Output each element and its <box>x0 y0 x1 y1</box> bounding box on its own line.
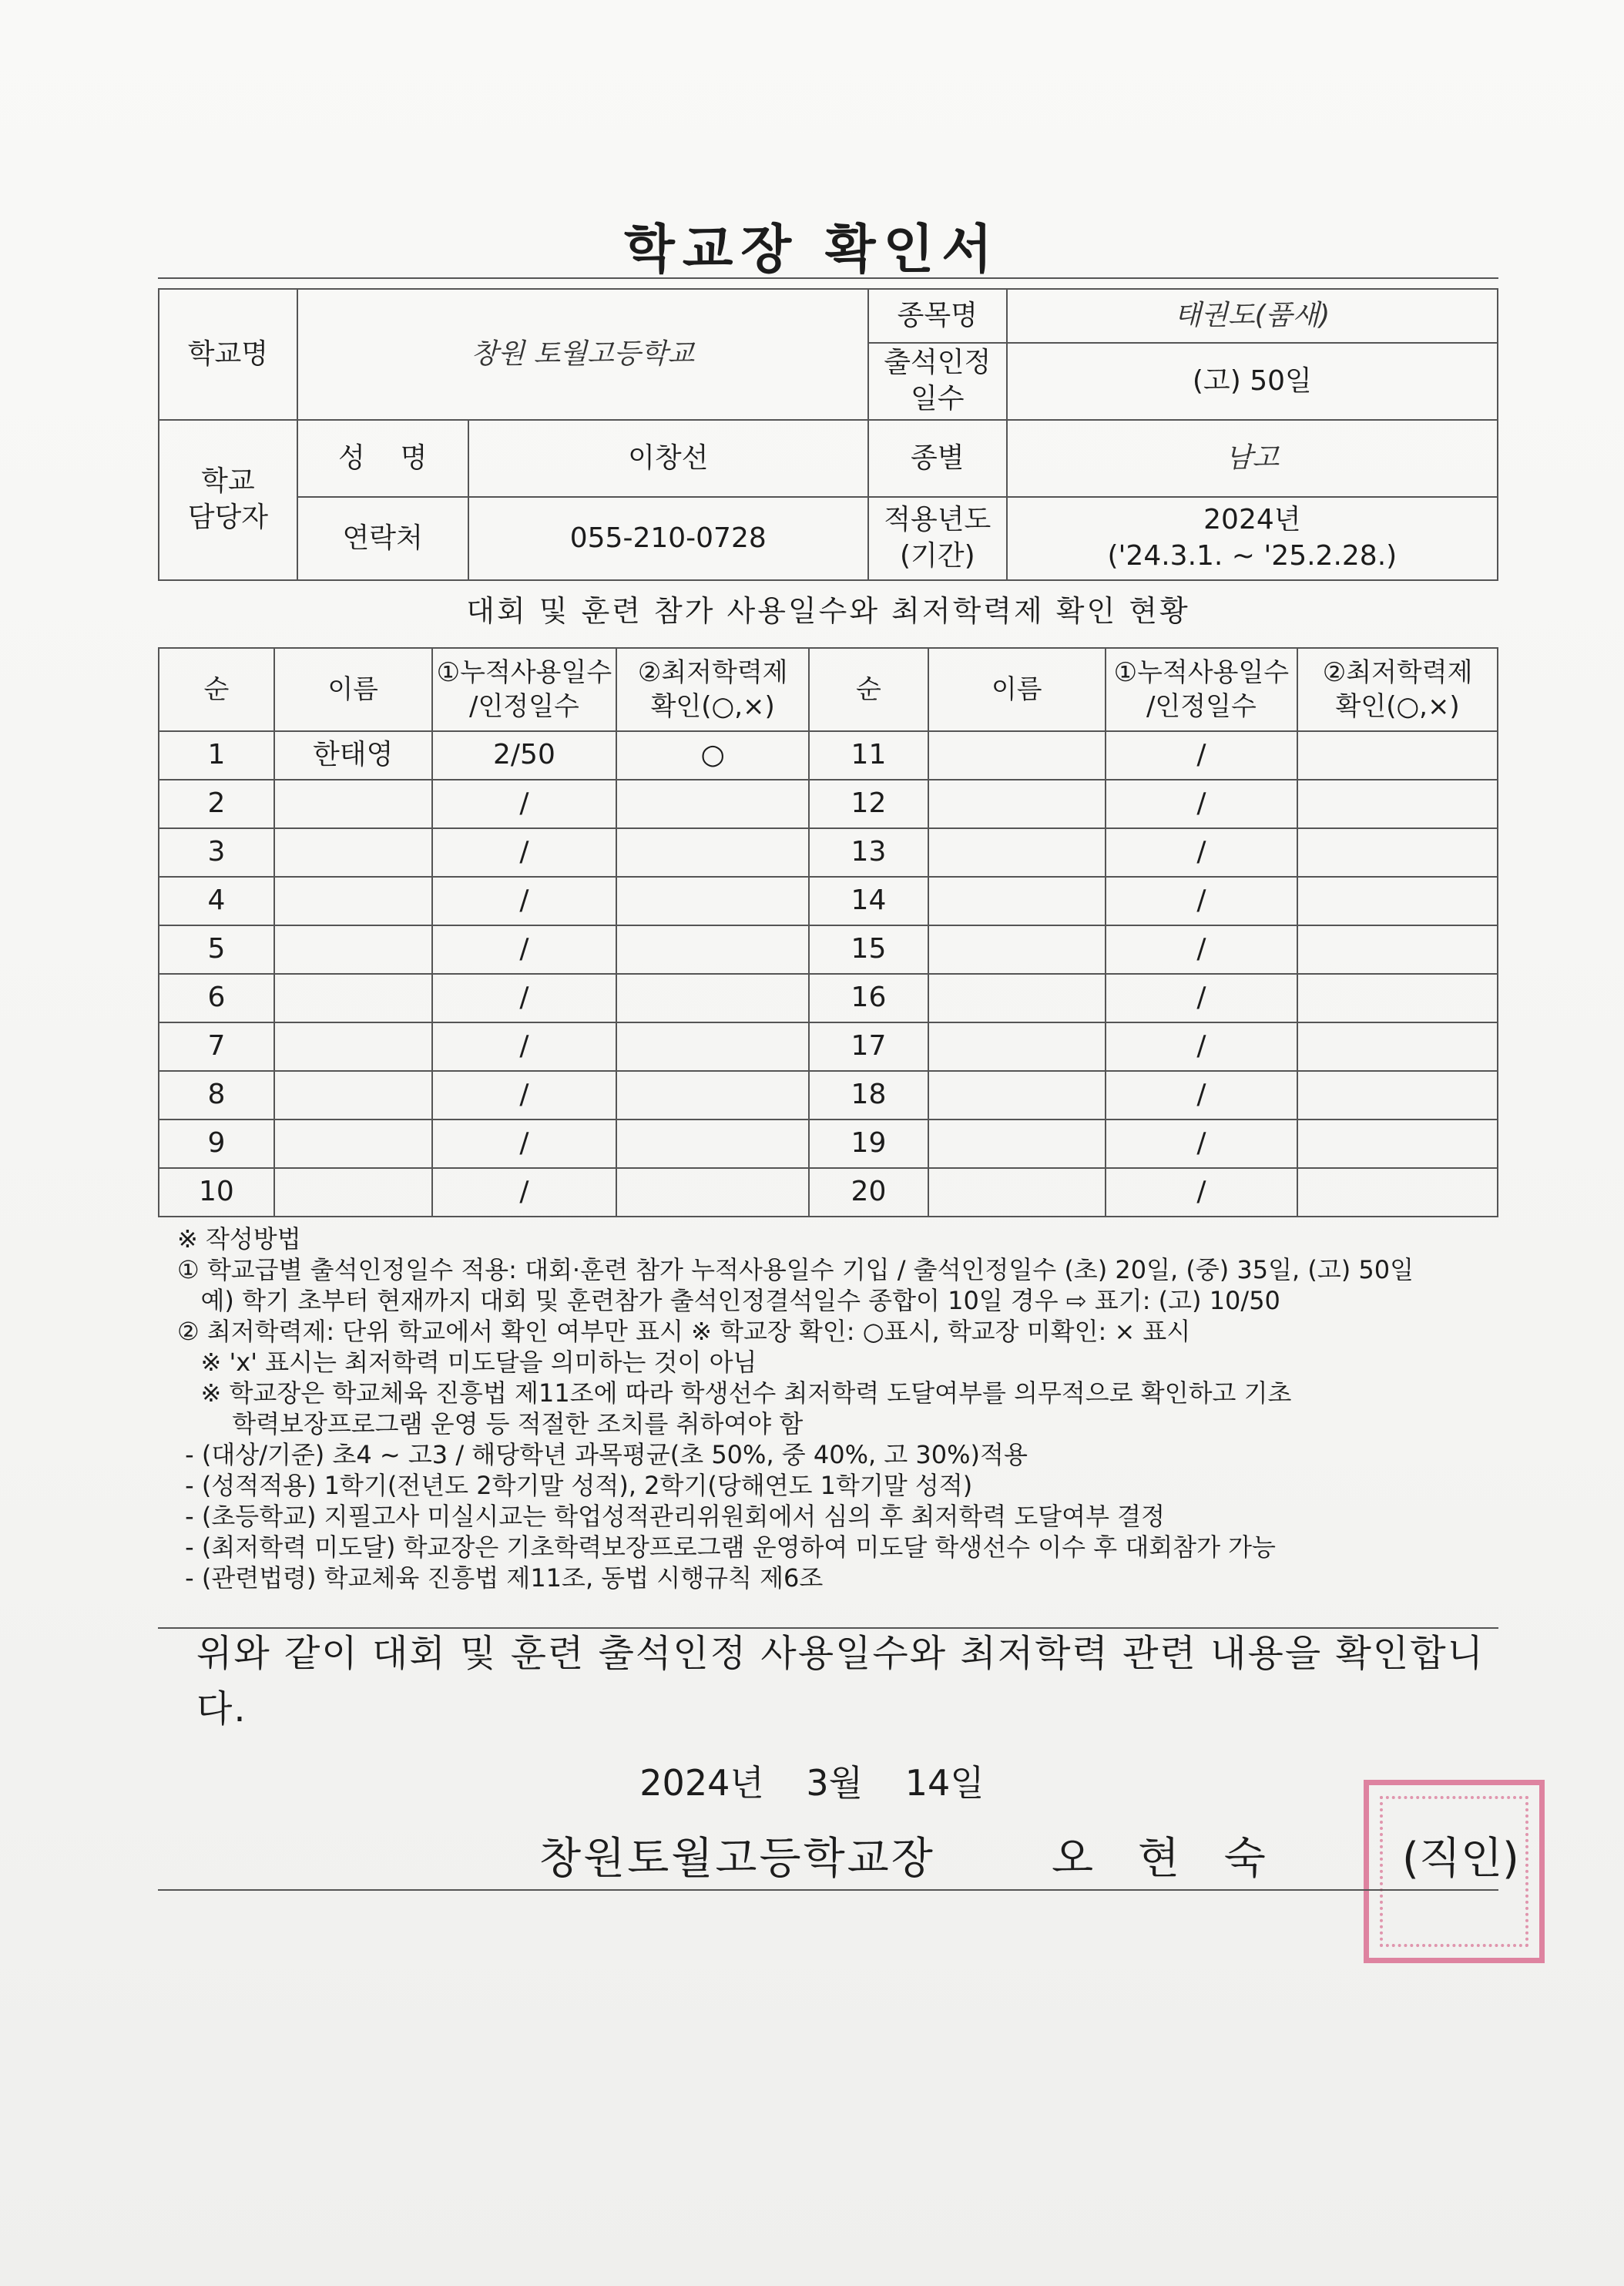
roster-check-cell <box>1297 828 1498 877</box>
header-check: ②최저학력제 확인(○,×) <box>1297 648 1498 731</box>
roster-check-cell <box>616 1168 809 1217</box>
roster-no-cell: 11 <box>809 731 928 780</box>
gender-label: 종별 <box>868 420 1007 497</box>
roster-check-cell <box>616 1120 809 1168</box>
conclusion: 위와 같이 대회 및 훈련 출석인정 사용일수와 최저학력 관련 내용을 확인합니다. <box>196 1632 1485 1730</box>
roster-days-cell: 2/50 <box>432 731 617 780</box>
roster-no-cell: 16 <box>809 974 928 1022</box>
roster-name-cell <box>274 780 432 828</box>
table-row <box>159 877 1498 925</box>
note-line: ※ 학교장은 학교체육 진흥법 제11조에 따라 학생선수 최저학력 도달여부를 의무적으로 확인하고 기초 <box>177 1378 1292 1408</box>
table-row <box>159 1168 1498 1217</box>
table-row <box>159 731 1498 780</box>
roster-check-cell <box>1297 1022 1498 1071</box>
roster-name-cell <box>274 974 432 1022</box>
roster-no-cell: 6 <box>159 974 274 1022</box>
roster-no-cell: 20 <box>809 1168 928 1217</box>
header-name: 이름 <box>274 648 432 731</box>
bottom-rule <box>158 1889 1498 1891</box>
roster-name-cell <box>928 1120 1106 1168</box>
roster-days-cell: / <box>432 1168 617 1217</box>
contact-label: 연락처 <box>297 497 468 580</box>
roster-days-cell: / <box>1106 1022 1298 1071</box>
name-value: 이창선 <box>468 420 868 497</box>
note-line: ① 학교급별 출석인정일수 적용: 대회·훈련 참가 누적사용일수 기입 / 출석인정일수 (초) 20일, (중) 35일, (고) 50일 <box>177 1255 1414 1284</box>
roster-name-cell <box>928 731 1106 780</box>
roster-name-cell <box>928 828 1106 877</box>
roster-no-cell: 13 <box>809 828 928 877</box>
roster-no-cell: 17 <box>809 1022 928 1071</box>
attendance-label: 출석인정 일수 <box>868 343 1007 420</box>
roster-check-cell <box>616 780 809 828</box>
roster-days-cell: / <box>432 1071 617 1120</box>
issue-date: 2024년 3월 14일 <box>639 1762 985 1804</box>
header-days: ①누적사용일수 /인정일수 <box>432 648 617 731</box>
roster-no-cell: 4 <box>159 877 274 925</box>
roster-check-cell <box>1297 974 1498 1022</box>
roster-name-cell <box>928 974 1106 1022</box>
roster-check-cell <box>616 877 809 925</box>
note-line: - (성적적용) 1학기(전년도 2학기말 성적), 2학기(당해연도 1학기말 성적) <box>177 1471 973 1500</box>
roster-name-cell <box>274 1120 432 1168</box>
roster-no-cell: 19 <box>809 1120 928 1168</box>
notes <box>177 1224 1518 1593</box>
roster-name-cell <box>274 1071 432 1120</box>
roster-name-cell <box>274 877 432 925</box>
roster-name-cell <box>928 877 1106 925</box>
roster-check-cell <box>616 1071 809 1120</box>
roster-check-cell <box>1297 780 1498 828</box>
header-no: 순 <box>159 648 274 731</box>
roster-name-cell <box>928 1168 1106 1217</box>
roster-no-cell: 2 <box>159 780 274 828</box>
roster-name-cell <box>274 828 432 877</box>
table-row <box>159 1071 1498 1120</box>
note-line: 예) 학기 초부터 현재까지 대회 및 훈련참가 출석인정결석일수 종합이 10일 경우 ⇨ 표기: (고) 10/50 <box>177 1286 1280 1315</box>
roster-name-cell <box>928 1071 1106 1120</box>
table-row <box>159 1022 1498 1071</box>
roster-name-cell <box>928 780 1106 828</box>
note-line: - (관련법령) 학교체육 진흥법 제11조, 동법 시행규칙 제6조 <box>177 1563 824 1593</box>
principal-name: 오 현 숙 <box>1052 1834 1281 1884</box>
school-label: 학교명 <box>159 289 297 420</box>
note-line: 학력보장프로그램 운영 등 적절한 조치를 취하여야 함 <box>177 1409 804 1438</box>
header-name: 이름 <box>928 648 1106 731</box>
table-row <box>159 780 1498 828</box>
school-value: 창원 토월고등학교 <box>297 289 868 420</box>
roster-days-cell: / <box>1106 1071 1298 1120</box>
roster-check-cell <box>1297 925 1498 974</box>
roster-days-cell: / <box>1106 780 1298 828</box>
table-row <box>159 828 1498 877</box>
note-line: - (최저학력 미도달) 학교장은 기초학력보장프로그램 운영하여 미도달 학생선수 이수 후 대회참가 가능 <box>177 1532 1276 1562</box>
roster-days-cell: / <box>1106 1120 1298 1168</box>
roster-no-cell: 14 <box>809 877 928 925</box>
roster-days-cell: / <box>1106 731 1298 780</box>
roster-days-cell: / <box>432 828 617 877</box>
table-row <box>159 925 1498 974</box>
roster-days-cell: / <box>432 925 617 974</box>
page-title: 학교장 확인서 <box>624 220 1000 280</box>
year-label: 적용년도 (기간) <box>868 497 1007 580</box>
roster-name-cell <box>274 925 432 974</box>
event-value: 태권도(품새) <box>1007 289 1498 343</box>
roster-days-cell: / <box>1106 877 1298 925</box>
roster-days-cell: / <box>432 974 617 1022</box>
table-row <box>159 974 1498 1022</box>
roster-body <box>159 648 1498 1217</box>
roster-days-cell: / <box>432 1022 617 1071</box>
roster-name-cell <box>928 925 1106 974</box>
name-label: 성 명 <box>297 420 468 497</box>
roster-days-cell: / <box>1106 828 1298 877</box>
header-days: ①누적사용일수 /인정일수 <box>1106 648 1298 731</box>
roster-no-cell: 1 <box>159 731 274 780</box>
roster-name-cell <box>928 1022 1106 1071</box>
title-underline <box>158 277 1498 279</box>
roster-days-cell: / <box>1106 1168 1298 1217</box>
event-label: 종목명 <box>868 289 1007 343</box>
note-line: ※ 작성방법 <box>177 1224 301 1254</box>
table-row <box>159 1120 1498 1168</box>
note-line: - (초등학교) 지필고사 미실시교는 학업성적관리위원회에서 심의 후 최저학력 도달여부 결정 <box>177 1502 1165 1531</box>
info-table <box>158 288 1498 581</box>
roster-no-cell: 5 <box>159 925 274 974</box>
roster-days-cell: / <box>1106 925 1298 974</box>
roster-table <box>158 647 1498 1217</box>
roster-check-cell <box>616 828 809 877</box>
roster-no-cell: 8 <box>159 1071 274 1120</box>
note-line: ※ 'x' 표시는 최저학력 미도달을 의미하는 것이 아님 <box>177 1348 757 1377</box>
roster-days-cell: / <box>432 877 617 925</box>
gender-value: 남고 <box>1007 420 1498 497</box>
roster-no-cell: 3 <box>159 828 274 877</box>
signer-school: 창원토월고등학교장 <box>539 1834 935 1884</box>
seal-label: (직인) <box>1402 1834 1519 1884</box>
header-no: 순 <box>809 648 928 731</box>
note-line: - (대상/기준) 초4 ~ 고3 / 해당학년 과목평균(초 50%, 중 40%, 고 30%)적용 <box>177 1440 1028 1469</box>
roster-no-cell: 15 <box>809 925 928 974</box>
roster-check-cell <box>1297 731 1498 780</box>
roster-check-cell <box>1297 1120 1498 1168</box>
roster-check-cell <box>616 1022 809 1071</box>
roster-check-cell <box>1297 877 1498 925</box>
roster-name-cell: 한태영 <box>274 731 432 780</box>
roster-days-cell: / <box>432 780 617 828</box>
roster-no-cell: 9 <box>159 1120 274 1168</box>
roster-no-cell: 10 <box>159 1168 274 1217</box>
note-line: ② 최저학력제: 단위 학교에서 확인 여부만 표시 ※ 학교장 확인: ○표시, 학교장 미확인: × 표시 <box>177 1317 1191 1346</box>
attendance-value: (고) 50일 <box>1007 343 1498 420</box>
roster-days-cell: / <box>432 1120 617 1168</box>
contact-value: 055-210-0728 <box>468 497 868 580</box>
year-value: 2024년 ('24.3.1. ~ '25.2.28.) <box>1007 497 1498 580</box>
roster-name-cell <box>274 1022 432 1071</box>
roster-no-cell: 7 <box>159 1022 274 1071</box>
roster-header-row <box>159 648 1498 731</box>
roster-name-cell <box>274 1168 432 1217</box>
roster-check-cell <box>1297 1168 1498 1217</box>
manager-label: 학교 담당자 <box>159 420 297 580</box>
section-title: 대회 및 훈련 참가 사용일수와 최저학력제 확인 현황 <box>466 594 1190 628</box>
roster-no-cell: 18 <box>809 1071 928 1120</box>
roster-check-cell: ○ <box>616 731 809 780</box>
roster-check-cell <box>1297 1071 1498 1120</box>
header-check: ②최저학력제 확인(○,×) <box>616 648 809 731</box>
roster-no-cell: 12 <box>809 780 928 828</box>
roster-days-cell: / <box>1106 974 1298 1022</box>
roster-check-cell <box>616 925 809 974</box>
roster-check-cell <box>616 974 809 1022</box>
